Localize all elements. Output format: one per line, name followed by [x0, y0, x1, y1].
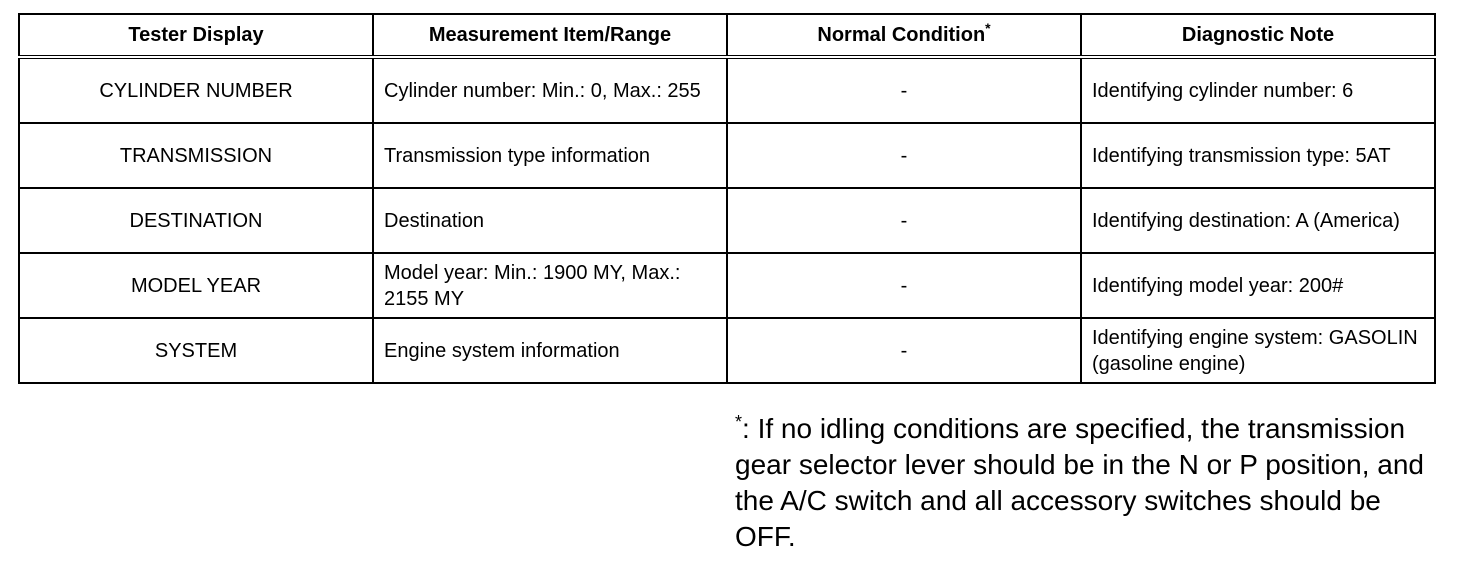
- footnote-text: : If no idling conditions are specified, the transmission gear selector lever should be in the N or P position, and the A/C switch and all accessory switches should be OFF.: [735, 413, 1425, 552]
- table-row: [19, 318, 1435, 383]
- measurement-cell: Transmission type information: [373, 123, 727, 188]
- measurement-cell: Cylinder number: Min.: 0, Max.: 255: [373, 57, 727, 123]
- tester-display-cell: TRANSMISSION: [19, 123, 373, 188]
- measurement-cell: Model year: Min.: 1900 MY, Max.: 2155 MY: [373, 253, 727, 318]
- tester-display-cell: MODEL YEAR: [19, 253, 373, 318]
- table-row: [19, 57, 1435, 123]
- normal-condition-cell: -: [727, 57, 1081, 123]
- tester-display-cell: SYSTEM: [19, 318, 373, 383]
- tester-display-cell: CYLINDER NUMBER: [19, 57, 373, 123]
- header-measurement-item-range: Measurement Item/Range: [373, 14, 727, 57]
- footnote-mark: *: [735, 412, 743, 432]
- data-list-table: [18, 13, 1436, 384]
- header-tester-display: Tester Display: [19, 14, 373, 57]
- tester-display-cell: DESTINATION: [19, 188, 373, 253]
- header-normal-condition-label: Normal Condition: [817, 24, 986, 46]
- measurement-cell: Destination: [373, 188, 727, 253]
- diagnostic-note-cell: Identifying cylinder number: 6: [1081, 57, 1435, 123]
- footnote: [735, 411, 1435, 555]
- diagnostic-note-cell: Identifying model year: 200#: [1081, 253, 1435, 318]
- diagnostic-note-cell: Identifying engine system: GASOLIN (gasoline engine): [1081, 318, 1435, 383]
- table-row: [19, 253, 1435, 318]
- normal-condition-cell: -: [727, 318, 1081, 383]
- header-normal-condition: [727, 14, 1081, 57]
- normal-condition-cell: -: [727, 188, 1081, 253]
- normal-condition-cell: -: [727, 253, 1081, 318]
- normal-condition-cell: -: [727, 123, 1081, 188]
- measurement-cell: Engine system information: [373, 318, 727, 383]
- header-diagnostic-note: Diagnostic Note: [1081, 14, 1435, 57]
- table-row: [19, 188, 1435, 253]
- diagnostic-note-cell: Identifying transmission type: 5AT: [1081, 123, 1435, 188]
- table-header-row: [19, 14, 1435, 57]
- diagnostic-note-cell: Identifying destination: A (America): [1081, 188, 1435, 253]
- table-row: [19, 123, 1435, 188]
- footnote-reference-mark: *: [985, 20, 991, 36]
